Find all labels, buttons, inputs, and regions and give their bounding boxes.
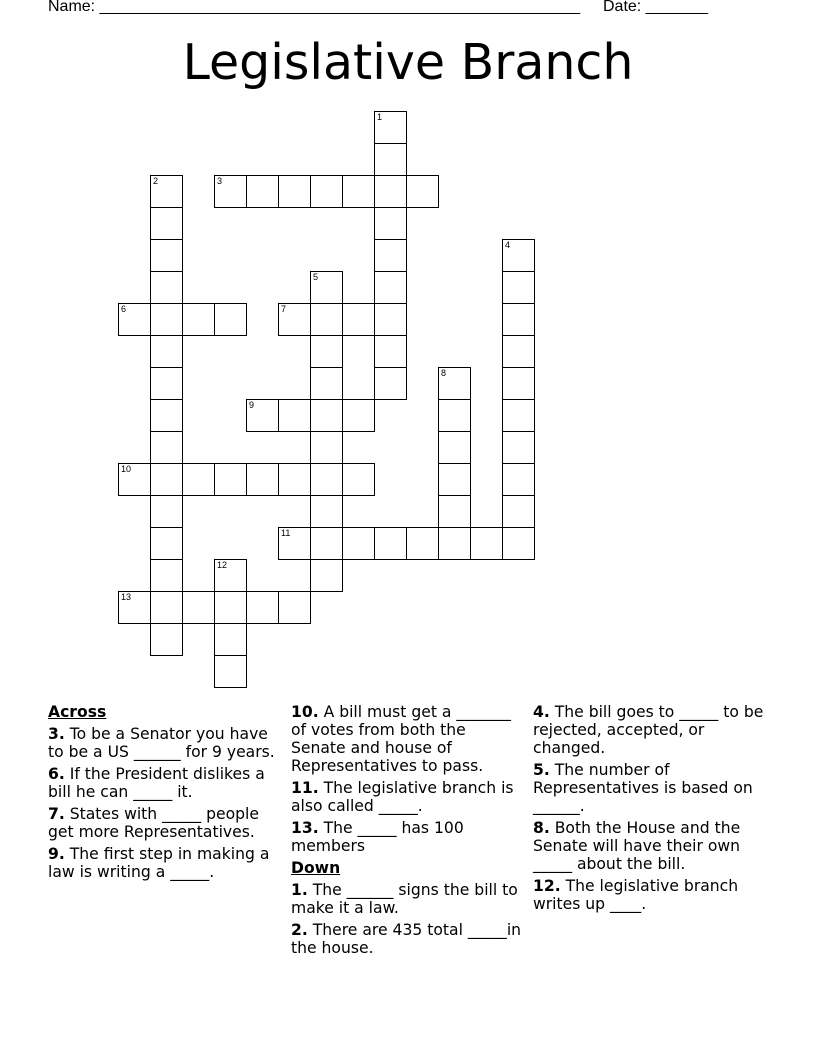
crossword-cell[interactable] — [150, 623, 183, 656]
across-clue-list — [48, 725, 280, 881]
clue-number-label: 7. — [48, 805, 65, 823]
clue-item — [48, 845, 280, 881]
crossword-cell[interactable] — [310, 431, 343, 464]
clue-number-label: 10. — [291, 703, 319, 721]
crossword-cell[interactable] — [374, 367, 407, 400]
clue-item — [48, 725, 280, 761]
crossword-cell[interactable] — [150, 175, 183, 208]
clue-number-label: 9. — [48, 845, 65, 863]
clue-text: The bill goes to _____ to be rejected, accepted, or changed. — [533, 703, 764, 757]
crossword-cell[interactable] — [502, 463, 535, 496]
crossword-cell[interactable] — [502, 239, 535, 272]
clue-number: 11 — [281, 528, 291, 538]
crossword-cell[interactable] — [118, 463, 151, 496]
crossword-cell[interactable] — [278, 303, 311, 336]
clue-number: 9 — [249, 400, 255, 410]
crossword-cell[interactable] — [214, 559, 247, 592]
crossword-cell[interactable] — [374, 335, 407, 368]
crossword-cell[interactable] — [310, 367, 343, 400]
clue-text: A bill must get a _______ of votes from both the Senate and house of Representatives to pass. — [291, 703, 511, 775]
crossword-cell[interactable] — [342, 527, 375, 560]
clue-item — [48, 805, 280, 841]
clue-text: If the President dislikes a bill he can _____ it. — [48, 765, 265, 801]
clue-number: 1 — [377, 112, 383, 122]
crossword-cell[interactable] — [310, 527, 343, 560]
crossword-cell[interactable] — [438, 495, 471, 528]
down-clue-list-continued — [533, 703, 765, 913]
crossword-cell[interactable] — [438, 367, 471, 400]
crossword-cell[interactable] — [342, 303, 375, 336]
crossword-cell[interactable] — [310, 559, 343, 592]
clue-text: To be a Senator you have to be a US ______ for 9 years. — [48, 725, 275, 761]
crossword-cell[interactable] — [406, 175, 439, 208]
crossword-cell[interactable] — [502, 399, 535, 432]
clue-item — [48, 765, 280, 801]
clue-number: 5 — [313, 272, 319, 282]
crossword-cell[interactable] — [342, 399, 375, 432]
crossword-cell[interactable] — [118, 303, 151, 336]
page-title: Legislative Branch — [182, 34, 634, 91]
clue-number-label: 8. — [533, 819, 550, 837]
crossword-cell[interactable] — [374, 239, 407, 272]
crossword-cell[interactable] — [150, 527, 183, 560]
clue-number: 8 — [441, 368, 447, 378]
clues-column-2 — [291, 703, 523, 961]
down-clue-list — [291, 881, 523, 957]
clue-text: The first step in making a law is writing a _____. — [48, 845, 270, 881]
crossword-cell[interactable] — [246, 463, 279, 496]
crossword-cell[interactable] — [374, 111, 407, 144]
clue-number-label: 4. — [533, 703, 550, 721]
crossword-cell[interactable] — [310, 303, 343, 336]
crossword-cell[interactable] — [502, 431, 535, 464]
crossword-cell[interactable] — [182, 303, 215, 336]
crossword-cell[interactable] — [342, 463, 375, 496]
clue-item — [533, 819, 765, 873]
clue-number-label: 11. — [291, 779, 319, 797]
crossword-cell[interactable] — [278, 527, 311, 560]
clue-item — [291, 921, 523, 957]
crossword-cell[interactable] — [214, 463, 247, 496]
clue-text: The number of Representatives is based on ______. — [533, 761, 753, 815]
crossword-cell[interactable] — [374, 303, 407, 336]
crossword-cell[interactable] — [502, 303, 535, 336]
clue-number: 12 — [217, 560, 228, 570]
crossword-cell[interactable] — [246, 399, 279, 432]
crossword-cell[interactable] — [150, 303, 183, 336]
clue-number: 4 — [505, 240, 511, 250]
crossword-cell[interactable] — [502, 271, 535, 304]
clue-number: 6 — [121, 304, 127, 314]
crossword-cell[interactable] — [438, 527, 471, 560]
crossword-cell[interactable] — [438, 399, 471, 432]
crossword-cell[interactable] — [310, 399, 343, 432]
clue-text: There are 435 total _____in the house. — [291, 921, 522, 957]
clue-item — [291, 881, 523, 917]
date-field-label[interactable]: Date: _______ — [603, 0, 708, 15]
crossword-cell[interactable] — [470, 527, 503, 560]
crossword-cell[interactable] — [502, 495, 535, 528]
clue-number-label: 1. — [291, 881, 308, 899]
crossword-cell[interactable] — [150, 399, 183, 432]
clue-item — [533, 703, 765, 757]
crossword-cell[interactable] — [374, 271, 407, 304]
crossword-cell[interactable] — [150, 431, 183, 464]
crossword-cell[interactable] — [342, 175, 375, 208]
crossword-cell[interactable] — [310, 495, 343, 528]
crossword-cell[interactable] — [502, 367, 535, 400]
clue-number: 3 — [217, 176, 223, 186]
across-clue-list-continued — [291, 703, 523, 855]
crossword-cell[interactable] — [278, 591, 311, 624]
crossword-cell[interactable] — [310, 271, 343, 304]
crossword-cell[interactable] — [246, 175, 279, 208]
clues-column-3 — [533, 703, 765, 917]
crossword-cell[interactable] — [150, 463, 183, 496]
crossword-cell[interactable] — [150, 239, 183, 272]
clue-item — [291, 779, 523, 815]
clue-text: The legislative branch writes up ____. — [533, 877, 739, 913]
crossword-cell[interactable] — [150, 591, 183, 624]
crossword-cell[interactable] — [150, 367, 183, 400]
crossword-cell[interactable] — [406, 527, 439, 560]
clue-number-label: 3. — [48, 725, 65, 743]
crossword-cell[interactable] — [438, 463, 471, 496]
clue-number-label: 6. — [48, 765, 65, 783]
crossword-cell[interactable] — [278, 399, 311, 432]
crossword-cell[interactable] — [374, 175, 407, 208]
crossword-cell[interactable] — [150, 559, 183, 592]
crossword-cell[interactable] — [182, 591, 215, 624]
crossword-cell[interactable] — [150, 335, 183, 368]
clue-item — [533, 761, 765, 815]
crossword-cell[interactable] — [214, 303, 247, 336]
crossword-cell[interactable] — [278, 463, 311, 496]
crossword-cell[interactable] — [374, 207, 407, 240]
clue-number: 10 — [121, 464, 132, 474]
clue-item — [291, 703, 523, 775]
clue-number-label: 12. — [533, 877, 561, 895]
clues-column-1 — [48, 703, 280, 885]
crossword-cell[interactable] — [150, 207, 183, 240]
clue-number: 13 — [121, 592, 132, 602]
clue-text: The ______ signs the bill to make it a law. — [291, 881, 518, 917]
clue-text: The _____ has 100 members — [291, 819, 464, 855]
crossword-cell[interactable] — [438, 431, 471, 464]
crossword-cell[interactable] — [118, 591, 151, 624]
clue-number: 7 — [281, 304, 287, 314]
clue-text: States with _____ people get more Representatives. — [48, 805, 259, 841]
clue-number-label: 5. — [533, 761, 550, 779]
clue-item — [291, 819, 523, 855]
clue-item — [533, 877, 765, 913]
crossword-cell[interactable] — [278, 175, 311, 208]
down-heading: Down — [291, 859, 341, 877]
crossword-cell[interactable] — [214, 623, 247, 656]
crossword-cell[interactable] — [214, 591, 247, 624]
clue-text: Both the House and the Senate will have their own _____ about the bill. — [533, 819, 741, 873]
crossword-cell[interactable] — [150, 495, 183, 528]
name-field-label[interactable]: Name: ______________________________________________________ — [48, 0, 581, 15]
crossword-cell[interactable] — [310, 335, 343, 368]
clue-text: The legislative branch is also called _____. — [291, 779, 514, 815]
clue-number-label: 2. — [291, 921, 308, 939]
crossword-cell[interactable] — [150, 271, 183, 304]
crossword-cell[interactable] — [310, 463, 343, 496]
crossword-cell[interactable] — [214, 655, 247, 688]
crossword-cell[interactable] — [310, 175, 343, 208]
crossword-cell[interactable] — [374, 527, 407, 560]
crossword-cell[interactable] — [214, 175, 247, 208]
crossword-cell[interactable] — [502, 527, 535, 560]
across-heading: Across — [48, 703, 107, 721]
crossword-cell[interactable] — [374, 143, 407, 176]
crossword-cell[interactable] — [246, 591, 279, 624]
clue-number-label: 13. — [291, 819, 319, 837]
crossword-cell[interactable] — [182, 463, 215, 496]
crossword-cell[interactable] — [502, 335, 535, 368]
clue-number: 2 — [153, 176, 159, 186]
